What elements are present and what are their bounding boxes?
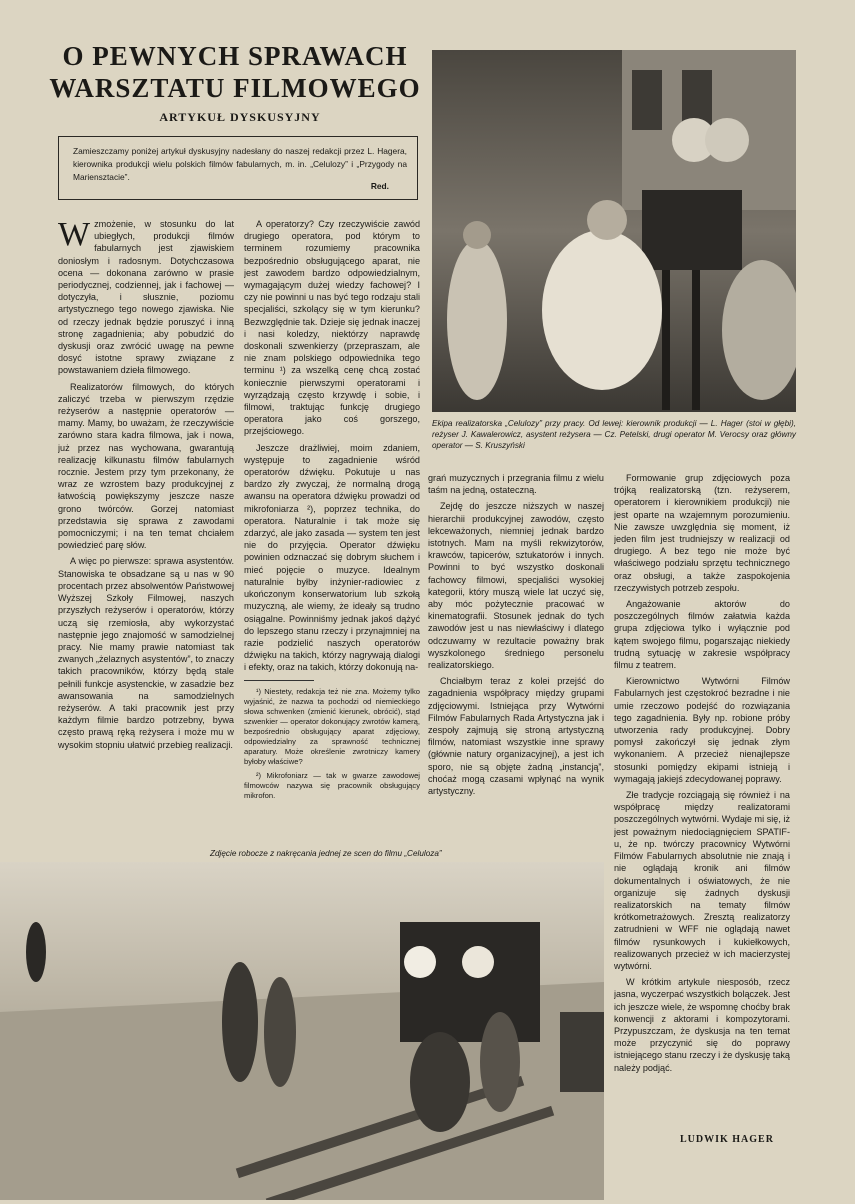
paragraph: A więc po pierwsze: sprawa asystentów. Stanowiska te obsadzane są u nas w 90 procentach przez absolwentów Państwowej Wyższej Szkoły Filmowej, naszych przyszłych reżyserów i operatorów, którzy uczą się rzemiosła, aby wykorzystać następnie jego znajomość w samodzielnej pracy. Nie mamy prawie natomiast tak zwanych „żelaznych asystentów”, to znaczy takich pracowników, którzy będą stale pełnili funkcje asystenckie, w zasadzie bez awansowania na samodzielnych reżyserów. A taki pracownik jest przy każdym filmie bardzo potrzebny, bywa często prawą ręką reżysera i może mu w wysokim stopniu ułatwić przebieg realizacji. <box>58 556 234 750</box>
author-signature: LUDWIK HAGER <box>680 1134 774 1145</box>
article-subtitle: ARTYKUŁ DYSKUSYJNY <box>159 110 321 124</box>
paragraph: Chciałbym teraz z kolei przejść do zagadnienia współpracy między grupami zdjęciowymi. Istniejąca przy Wytwórni Filmów Fabularnych Rada Artystyczna jak i zespoły zajmują się stroną artystyczną filmów, natomiast wszystkie inne sprawy (głównie natury organizacyjnej), a jest ich sporo, nie są objęte żadną „instancją”, choćaż mogą czasami wpłynąć na wynik artystyczny. <box>428 676 604 797</box>
paragraph: Kierownictwo Wytwórni Filmów Fabularnych jest częstokroć bezradne i nie umie rzeczowo podejść do rozwiązania tego zagadnienia. Były np. robione próby utworzenia rady produkcyjnej. Dobry pomysł zakończył się jednak złym wykonaniem. A przecież nienajlepsze stosunki pomiędzy ekipami istnieją i wymagają jakiejś zdecydowanej poprawy. <box>614 676 790 784</box>
photo-film-crew <box>432 50 796 412</box>
paragraph: Zejdę do jeszcze niższych w naszej hierarchii produkcyjnej zawodów, często lekceważonych, niemniej jednak bardzo istotnych. Mam na myśli rekwizytorów, krawców, tapicerów, sztukatorów i innych. Powinni to być wszystko doskonali fachowcy filmowi, specjaliści wysokiej kategorii, który muszą wiele lat uczyć się, aby móc pożytecznie pracować w kinematografii. Stosunek jednak do tych zawodów jest u nas niewłaściwy i dlatego odczuwamy w rezultacie poważny brak wyszkolonego średniego personelu realizatorskiego. <box>428 501 604 671</box>
paragraph: Realizatorów filmowych, do których zaliczyć trzeba w pierwszym rzędzie reżyserów a następnie operatorów — mamy. Mamy, bo uważam, że rzeczywiście zarówno stara kadra filmowa, jak i nowa, już przez nas wychowana, gwarantują realizację kilkunastu filmów fabularnych rocznie. Jestem przy tym przekonany, że wraz ze wzrostem bazy produkcyjnej z łatwością powiększymy jeszcze nasze grono twórców. Gorzej natomiast przedstawia się sprawa z zawodami pomocniczymi; i na ten temat chciałem powiedzieć parę słów. <box>58 381 234 551</box>
paragraph: A operatorzy? Czy rzeczywiście zawód drugiego operatora, pod którym to terminem rozumiemy pracownika bezpośrednio obsługującego aparat, nie jest zawodem bardzo odpowiedzialnym, wymagającym dużej wiedzy fachowej? I czy nie powinni u nas być tego rodzaju stali specjaliści, szkolący się w tym kierunku? Bezwzględnie tak. Dzieje się jednak inaczej i nasi koledzy, niektórzy naprawdę doskonali szwenkierzy (przepraszam, ale nie znam polskiego odpowiednika tego terminu ¹) za wszelką cenę chcą zostać koniecznie pierwszymi operatorami i wyrządzają często krzywdę i sobie, i filmowi, traktując funkcję drugiego operatora jako coś gorszego, przejściowego. <box>244 219 420 437</box>
footnote-1: ¹) Niestety, redakcja też nie zna. Możemy tylko wyjaśnić, że nazwa ta pochodzi od niemieckiego słowa schwenken (zmienić kierunek, obrócić), stąd szwenkier — operator dokonujący zwrotów kamerą, bezpośrednio obsługujący aparat zdjęciowy, odpowiedzialny za sprawność technicznej aparatury. Może określenie zwrotniczy kamery byłoby właściwe? <box>244 686 420 766</box>
footnote-divider <box>244 680 314 681</box>
paragraph: W krótkim artykule niesposób, rzecz jasna, wyczerpać wszystkich bolączek. Jest ich jeszcze wiele, że wspomnę choćby brak konwencji z aktorami i kompozytorami. Przypuszczam, że dyskusja na ten temat może przyczynić się do poprawy istniejącego stanu rzeczy i że dyskusję taką należy podjąć. <box>614 977 790 1073</box>
article-column-1 <box>58 218 234 838</box>
photo-top-caption: Ekipa realizatorska „Celulozy” przy pracy. Od lewej: kierownik produkcji — L. Hager (stoi w głębi), reżyser J. Kawalerowicz, asystent reżysera — Cz. Petelski, drugi operator M. Verocsy oraz główny operator — S. Kruszyński <box>432 419 796 450</box>
editorial-intro-box <box>58 136 418 200</box>
article-column-4 <box>614 472 790 1158</box>
paragraph: grań muzycznych i przegrania filmu z wielu taśm na jedną, ostateczną. <box>428 473 604 496</box>
article-title: O PEWNYCH SPRAWACH WARSZTATU FILMOWEGO <box>49 41 421 103</box>
paragraph: Wzmożenie, w stosunku do lat ubiegłych, produkcji filmów fabularnych jest zjawiskiem doniosłym i radosnym. Dotychczasowa ocena — dokonana zarówno w prasie periodycznej, codziennej, jak i fachowej — dotyczyła, i słusznie, poziomu artystycznego tego nowego zjawiska. Nie od rzeczy jednak będzie poruszyć i inną stronę zagadnienia; aby pobudzić do dyskusji oraz zwrócić uwagę na pewne dosyć istotne sprawy związane z powstawaniem dzieła filmowego. <box>58 218 234 376</box>
drop-cap: W <box>58 218 91 253</box>
photo-film-set-image <box>0 862 604 1200</box>
article-column-2 <box>244 218 420 838</box>
paragraph: Angażowanie aktorów do poszczególnych filmów załatwia każda grupa zdjęciowa tylko i wyłącznie pod kątem swojego filmu, pogarszając niekiedy trudną sytuację w zakresie współpracy filmu z teatrem. <box>614 599 790 671</box>
footnote-2: ²) Mikrofoniarz — tak w gwarze zawodowej filmowców nazywa się pracownik obsługujący mikrofon. <box>244 770 420 800</box>
photo-film-crew-image <box>432 50 796 412</box>
photo-film-set <box>0 862 604 1200</box>
photo-bottom-caption: Zdjęcie robocze z nakręcania jednej ze scen do filmu „Celuloza” <box>210 849 442 858</box>
editorial-intro-text: Zamieszczamy poniżej artykuł dyskusyjny nadesłany do naszej redakcji przez L. Hagera, kierownika produkcji wielu polskich filmów fabularnych, m. in. „Celulozy” i „Przygody na Mariensztacie”. <box>73 146 407 182</box>
editorial-sign: Red. <box>370 181 389 191</box>
paragraph: Jeszcze drażliwiej, moim zdaniem, występuje to zagadnienie wśród operatorów dźwięku. Pokutuje u nas bardzo zły zwyczaj, że normalną drogą awansu na operatora dźwięku prowadzi od mikrofoniarza ²), poprzez technika, do operatora. Naturalnie i tak może się zdarzyć, ale jako zasada — system ten jest nie do przyjęcia. Operator dźwięku powinien odznaczać się dobrym słuchem i mieć pojęcie o muzyce. Idealnym naturalnie byłby inżynier-radiowiec z ukończonym konserwatorium lub szkołą muzyczną, ale wiemy, że ideały są trudno osiągalne. Powinniśmy jednak jakoś dążyć do lepszego stanu rzeczy i przynajmniej na razie podzielić naszych operatorów dźwięku na takich, którzy nagrywają dialogi i efekty, oraz na takich, którzy dokonują na- <box>244 442 420 673</box>
paragraph: Formowanie grup zdjęciowych poza trójką realizatorską (tzn. reżyserem, operatorem i kierownikiem produkcji) nie jest oparte na wzajemnym porozumieniu. Nie zawsze uwzględnia się moment, iż jeden film jest trudniejszy w realizacji od drugiego. A bez tego nie może być właściwego podziału sprzętu technicznego oraz obsługi, a także zaspokojenia rzeczywistych potrzeb zespołu. <box>614 473 790 593</box>
paragraph: Złe tradycje rozciągają się również i na współpracę między realizatorami poszczególnych wytwórni. Wydaje mi się, iż jest poważnym niedociągnięciem SPATIF-u, że np. twórczy pracownicy Wytwórni Filmów Fabularnych absolutnie nie znają i nie oglądają kronik ani filmów dokumentalnych i oświatowych, że nie organizuje się żadnych dyskusji realizatorskich na tematy filmów krótkometrażowych. Zresztą realizatorzy zatrudnieni w WFF nie oglądają nawet filmów rysunkowych i kukiełkowych, realizowanych przecież w ich macierzystej wytwórni. <box>614 790 790 971</box>
article-column-3 <box>428 472 604 844</box>
